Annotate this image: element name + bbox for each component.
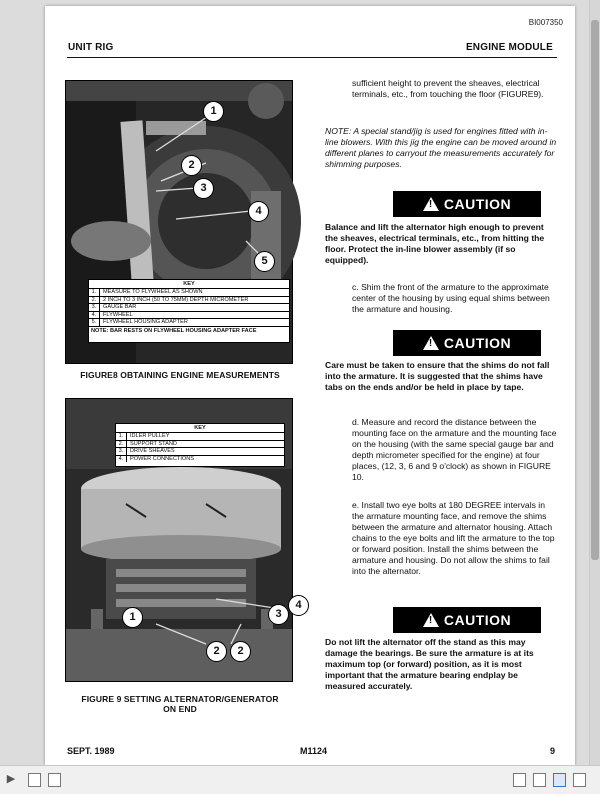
key-row: 4. FLYWHEEL [89, 312, 289, 319]
header-left: UNIT RIG [68, 42, 114, 53]
document-id: BI007350 [528, 18, 563, 27]
caution-text-3: Do not lift the alternator off the stand as this may damage the bearings. Be sure the armature is at its maximum top (or forward) position, as it is most important that the armature bearing endplay be measured accurately. [325, 637, 534, 691]
single-page-view-icon[interactable] [513, 773, 526, 787]
key-row: 5. FLYWHEEL HOUSING ADAPTER [89, 319, 289, 326]
key-row: 1. MEASURE TO FLYWHEEL AS SHOWN [89, 289, 289, 296]
figure9-key-table [115, 423, 285, 467]
figure8-key-title: KEY [89, 280, 289, 289]
figure8-callout-3: 3 [193, 178, 214, 199]
key-row: 2. 2 INCH TO 3 INCH (50 TO 75MM) DEPTH MICROMETER [89, 297, 289, 304]
footer-page-number: 9 [549, 746, 555, 756]
figure9-callout-1: 1 [122, 607, 143, 628]
caution-banner-2: !CAUTION [393, 330, 541, 356]
figure9-callout-3: 3 [268, 604, 289, 625]
footer-doc-number: M1124 [300, 746, 328, 756]
step-d: d. Measure and record the distance between the mounting face on the armature and the mounting face on the housing (with the same special gauge bar and depth micrometer specified for the engine) at four places, (12, 3, 6 and 9 o'clock) as shown in FIGURE 10. [352, 417, 557, 482]
footer-date: SEPT. 1989 [67, 746, 115, 756]
caution-banner-1: !CAUTION [393, 191, 541, 217]
key-row: 3. GAUGE BAR [89, 304, 289, 311]
figure9-callout-4: 4 [288, 595, 309, 616]
continuous-view-icon[interactable] [533, 773, 546, 787]
step-e: e. Install two eye bolts at 180 DEGREE intervals in the armature mounting face, and remove the shims between the armature and alternator housing. Attach chains to the eye bolts and lift the armature to the top or forward position. Install the shims between the armature and housing. Do not allow the shims to fail into the alternator. [352, 500, 555, 576]
figure9-callout-2b: 2 [230, 641, 251, 662]
key-row: 3. DRIVE SHEAVES [116, 448, 284, 455]
figure8-callout-4: 4 [248, 201, 269, 222]
paragraph-continuation: sufficient height to prevent the sheaves, electrical terminals, etc., from touching the floor (FIGURE9). [352, 78, 544, 99]
key-row: 4. POWER CONNECTIONS [116, 456, 284, 462]
warning-icon [423, 336, 439, 350]
key-row: 1. IDLER PULLEY [116, 433, 284, 440]
figure9-caption-line2: ON END [163, 704, 197, 714]
scrollbar-thumb[interactable] [591, 20, 599, 560]
caution-text-1: Balance and lift the alternator high enough to prevent the sheaves, electrical terminals, etc., from hitting the floor. Protect the in-line blower assembly (if so equipped). [325, 222, 545, 265]
header-right: ENGINE MODULE [465, 42, 553, 53]
caution-banner-3: !CAUTION [393, 607, 541, 633]
vertical-scrollbar[interactable] [589, 0, 600, 765]
warning-icon [423, 197, 439, 211]
copy-icon[interactable] [48, 773, 61, 787]
viewer-status-bar [0, 765, 600, 794]
two-page-continuous-view-icon[interactable] [573, 773, 586, 787]
figure9-key-title: KEY [116, 424, 284, 433]
figure8-callout-5: 5 [254, 251, 275, 272]
figure8-key-note: NOTE: BAR RESTS ON FLYWHEEL HOUSING ADAPTER FACE [91, 327, 257, 334]
step-c: c. Shim the front of the armature to the approximate center of the housing by using equal shims between the armature and housing. [352, 282, 550, 314]
header-rule [67, 57, 557, 58]
caution-text-2: Care must be taken to ensure that the shims do not fall into the armature. It is suggested that the shims have tabs on the ends and/or be held in place by tape. [325, 360, 550, 392]
figure9-caption-line1: FIGURE 9 SETTING ALTERNATOR/GENERATOR [81, 694, 279, 704]
play-icon[interactable]: ▶ [6, 773, 16, 785]
key-row: 2. SUPPORT STAND [116, 441, 284, 448]
figure9-caption [65, 694, 295, 714]
figure9-callout-2a: 2 [206, 641, 227, 662]
warning-icon [423, 613, 439, 627]
page-thumbnails-icon[interactable] [28, 773, 41, 787]
figure8-callout-2: 2 [181, 155, 202, 176]
figure8-key-table [88, 279, 290, 343]
figure8-caption: FIGURE8 OBTAINING ENGINE MEASUREMENTS [80, 370, 280, 380]
figure8-callout-1: 1 [203, 101, 224, 122]
two-page-view-icon[interactable] [553, 773, 566, 787]
note-paragraph: NOTE: A special stand/jig is used for engines fitted with in-line blowers. With this jig the engine can be moved around in different planes to carryout the measurements accurately for shimming purposes. [325, 126, 557, 169]
document-page [45, 6, 575, 765]
